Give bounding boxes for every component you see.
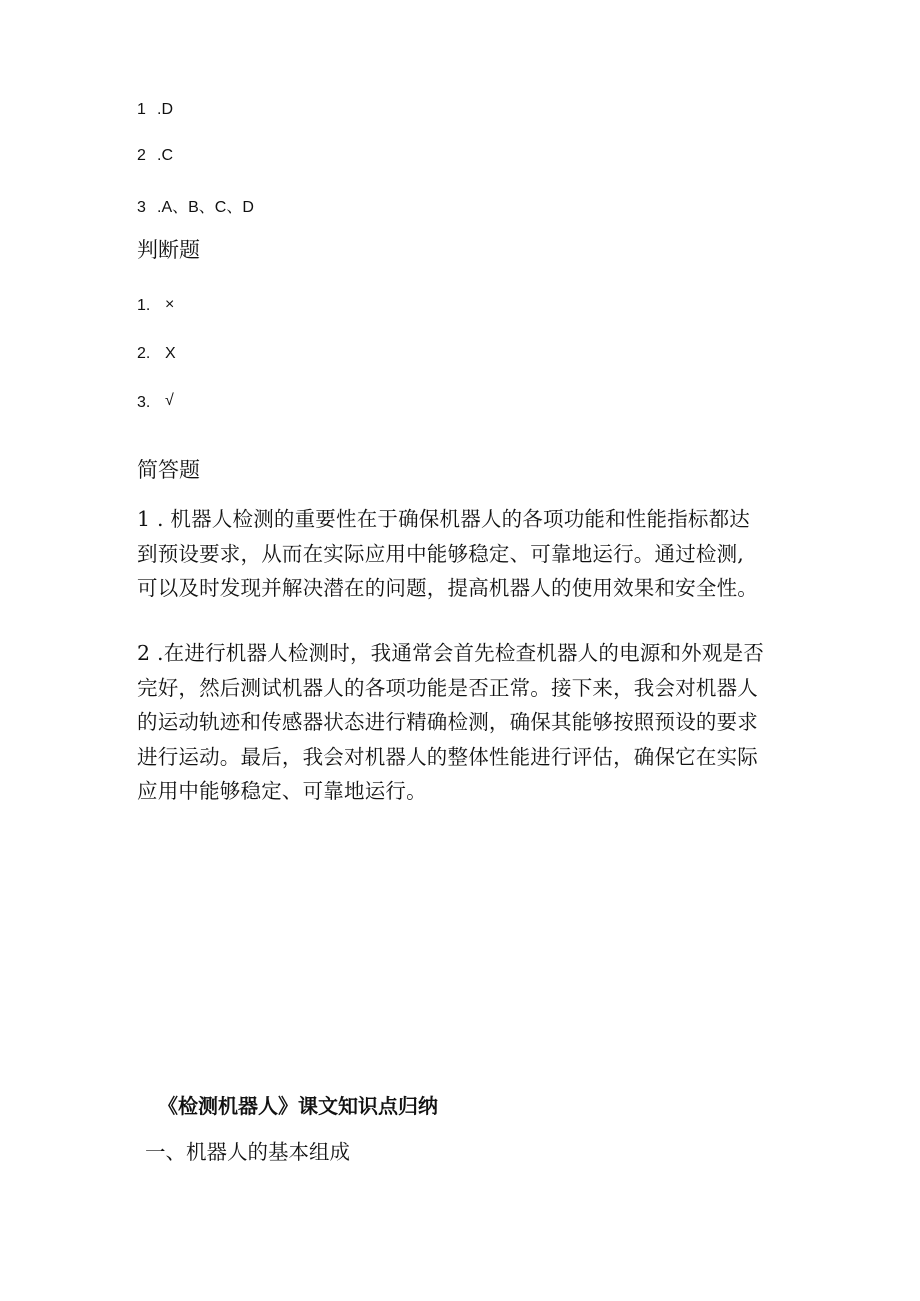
choice-3-number: 3 (137, 199, 146, 216)
short-answer-1-line: 可以及时发现并解决潜在的问题，提高机器人的使用效果和安全性。 (137, 576, 758, 600)
choice-2-answer: .C (157, 147, 173, 164)
judgment-1-mark: × (165, 296, 175, 313)
judgment-3-number: 3. (137, 394, 151, 411)
short-answer-2-line: 应用中能够稳定、可靠地运行。 (137, 779, 427, 803)
judgment-1-number: 1. (137, 297, 151, 314)
short-answer-2-line: 的运动轨迹和传感器状态进行精确检测，确保其能够按照预设的要求 (137, 710, 758, 734)
short-answer-2-line: 进行运动。最后，我会对机器人的整体性能进行评估，确保它在实际 (137, 744, 758, 769)
judgment-2-number: 2. (137, 345, 151, 362)
short-answer-2-line: 2 .在进行机器人检测时，我通常会首先检查机器人的电源和外观是否 (137, 641, 764, 665)
short-answer-2-line: 完好，然后测试机器人的各项功能是否正常。接下来，我会对机器人 (137, 675, 758, 700)
summary-title: 《检测机器人》课文知识点归纳 (158, 1094, 438, 1118)
short-answer-heading: 简答题 (137, 458, 200, 482)
choice-3-answer: .A、B、C、D (157, 199, 254, 216)
choice-2-number: 2 (137, 147, 146, 164)
judgment-2-mark: X (165, 345, 176, 362)
choice-1-answer: .D (157, 101, 173, 118)
judgment-3-mark: √ (165, 392, 174, 409)
choice-1-number: 1 (137, 101, 146, 118)
short-answer-1-line: 到预设要求，从而在实际应用中能够稳定、可靠地运行。通过检测, (137, 541, 745, 566)
short-answer-1-line: 1 . 机器人检测的重要性在于确保机器人的各项功能和性能指标都达 (137, 507, 750, 531)
short-answer-2 (137, 636, 797, 809)
short-answer-1 (137, 502, 797, 606)
summary-section-1-heading: 一、机器人的基本组成 (145, 1140, 350, 1164)
judgment-heading: 判断题 (137, 238, 200, 262)
